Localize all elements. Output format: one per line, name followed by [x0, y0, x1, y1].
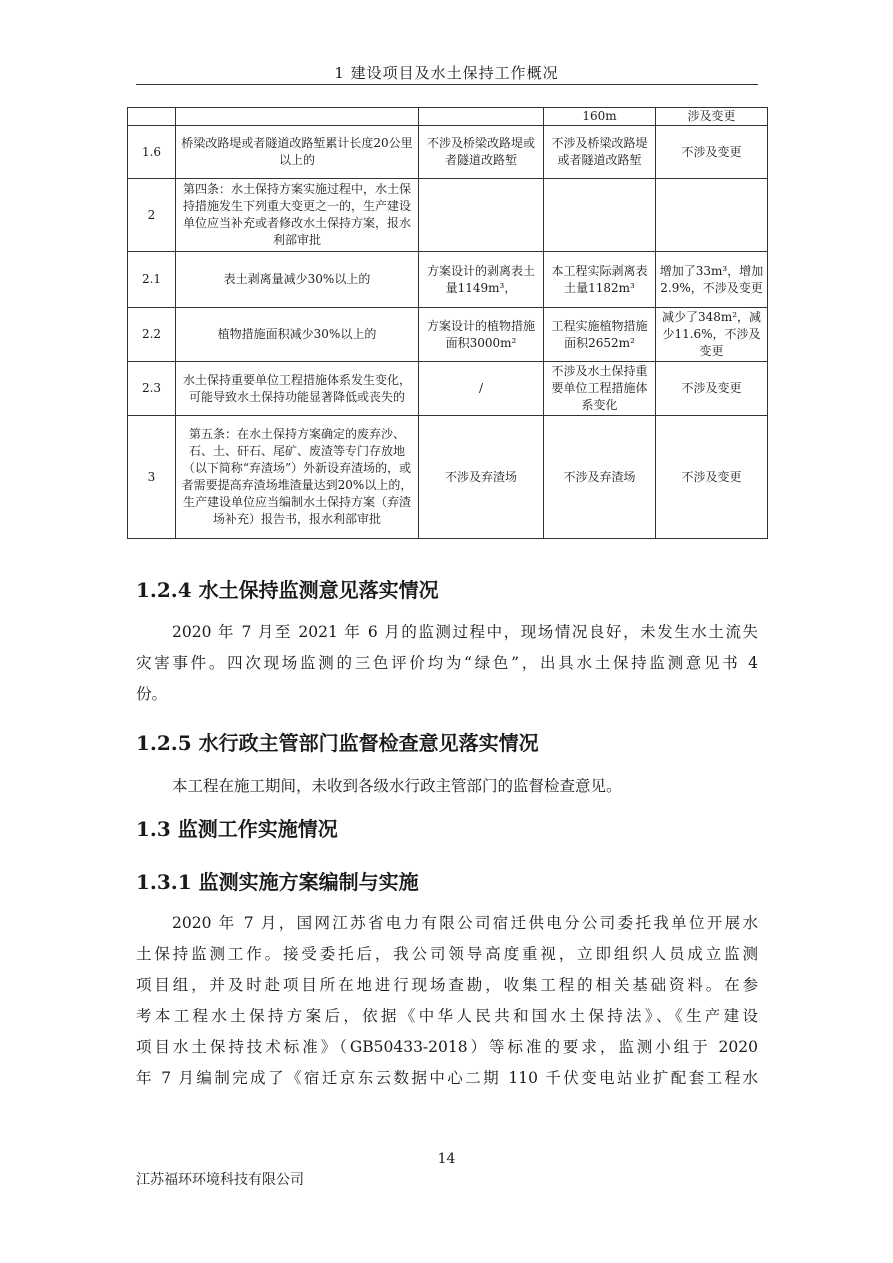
- cell-result: 减少了348m²，减少11.6%，不涉及变更: [656, 308, 768, 362]
- table-row: [128, 362, 768, 416]
- cell-plan: [419, 108, 544, 126]
- paragraph-line: 2020 年 7 月，国网江苏省电力有限公司宿迁供电分公司委托我单位开展水: [172, 914, 758, 932]
- cell-actual: 不涉及弃渣场: [544, 416, 656, 539]
- paragraph-line: 灾害事件。四次现场监测的三色评价均为“绿色”，出具水土保持监测意见书 4: [136, 654, 758, 672]
- cell-plan: /: [419, 362, 544, 416]
- heading-1-2-5: 1.2.5 水行政主管部门监督检查意见落实情况: [136, 731, 539, 755]
- page-number: 14: [437, 1151, 456, 1167]
- paragraph-plan-compilation: [136, 908, 758, 1094]
- paragraph-line: 份。: [136, 685, 168, 703]
- cell-actual: 不涉及水土保持重要单位工程措施体系变化: [544, 362, 656, 416]
- cell-clause: 水土保持重要单位工程措施体系发生变化，可能导致水土保持功能显著降低或丧失的: [176, 362, 419, 416]
- cell-no: 2: [128, 179, 176, 252]
- cell-clause: 桥梁改路堤或者隧道改路堑累计长度20公里以上的: [176, 126, 419, 179]
- cell-plan: 方案设计的剥离表土量1149m³，: [419, 252, 544, 308]
- table-row: [128, 108, 768, 126]
- cell-no: 1.6: [128, 126, 176, 179]
- paragraph-line: 项目水土保持技术标准》（GB50433-2018）等标准的要求，监测小组于 2020: [136, 1038, 758, 1056]
- table-row: [128, 308, 768, 362]
- heading-1-2-4: 1.2.4 水土保持监测意见落实情况: [136, 578, 439, 602]
- cell-result: 不涉及变更: [656, 416, 768, 539]
- paragraph-line: 项目组，并及时赴项目所在地进行现场查勘，收集工程的相关基础资料。在参: [136, 976, 758, 994]
- cell-clause: 第五条：在水土保持方案确定的废弃沙、石、土、矸石、尾矿、废渣等专门存放地（以下简称“弃渣场”）外新设弃渣场的，或者需要提高弃渣场堆渣量达到20%以上的，生产建设单位应当编制水土保持方案（弃渣场补充）报告书，报水利部审批: [176, 416, 419, 539]
- cell-clause: 第四条：水土保持方案实施过程中，水土保持措施发生下列重大变更之一的，生产建设单位应当补充或者修改水土保持方案，报水利部审批: [176, 179, 419, 252]
- cell-plan: 不涉及弃渣场: [419, 416, 544, 539]
- cell-actual: 本工程实际剥离表土量1182m³: [544, 252, 656, 308]
- cell-no: 2.3: [128, 362, 176, 416]
- table-row: [128, 252, 768, 308]
- cell-clause: 植物措施面积减少30%以上的: [176, 308, 419, 362]
- cell-actual: 160m: [544, 108, 656, 126]
- cell-plan: [419, 179, 544, 252]
- cell-result: 涉及变更: [656, 108, 768, 126]
- table-row: [128, 126, 768, 179]
- cell-result: [656, 179, 768, 252]
- cell-no: 2.1: [128, 252, 176, 308]
- cell-result: 不涉及变更: [656, 126, 768, 179]
- header-rule: [136, 84, 758, 85]
- cell-result: 增加了33m³，增加2.9%，不涉及变更: [656, 252, 768, 308]
- cell-plan: 不涉及桥梁改路堤或者隧道改路堑: [419, 126, 544, 179]
- cell-plan: 方案设计的植物措施面积3000m²: [419, 308, 544, 362]
- heading-1-3: 1.3 监测工作实施情况: [136, 817, 338, 841]
- change-criteria-table: [127, 107, 768, 539]
- paragraph-line: 本工程在施工期间，未收到各级水行政主管部门的监督检查意见。: [172, 777, 622, 795]
- heading-1-3-1: 1.3.1 监测实施方案编制与实施: [136, 870, 419, 894]
- footer-company: 江苏福环环境科技有限公司: [136, 1172, 304, 1188]
- cell-no: 3: [128, 416, 176, 539]
- cell-result: 不涉及变更: [656, 362, 768, 416]
- paragraph-line: 土保持监测工作。接受委托后，我公司领导高度重视，立即组织人员成立监测: [136, 945, 758, 963]
- cell-no: 2.2: [128, 308, 176, 362]
- paragraph-line: 2020 年 7 月至 2021 年 6 月的监测过程中，现场情况良好，未发生水土流失: [172, 623, 758, 641]
- paragraph-monitoring-opinions: [136, 617, 758, 710]
- table-row: [128, 179, 768, 252]
- paragraph-line: 年 7 月编制完成了《宿迁京东云数据中心二期 110 千伏变电站业扩配套工程水: [136, 1069, 758, 1087]
- running-header: 1 建设项目及水土保持工作概况: [334, 64, 559, 82]
- cell-actual: [544, 179, 656, 252]
- table-row: [128, 416, 768, 539]
- cell-no: [128, 108, 176, 126]
- cell-clause: 表土剥离量减少30%以上的: [176, 252, 419, 308]
- cell-actual: 工程实施植物措施面积2652m²: [544, 308, 656, 362]
- cell-clause: [176, 108, 419, 126]
- paragraph-line: 考本工程水土保持方案后，依据《中华人民共和国水土保持法》、《生产建设: [136, 1007, 758, 1025]
- paragraph-supervision: [136, 771, 758, 802]
- cell-actual: 不涉及桥梁改路堤或者隧道改路堑: [544, 126, 656, 179]
